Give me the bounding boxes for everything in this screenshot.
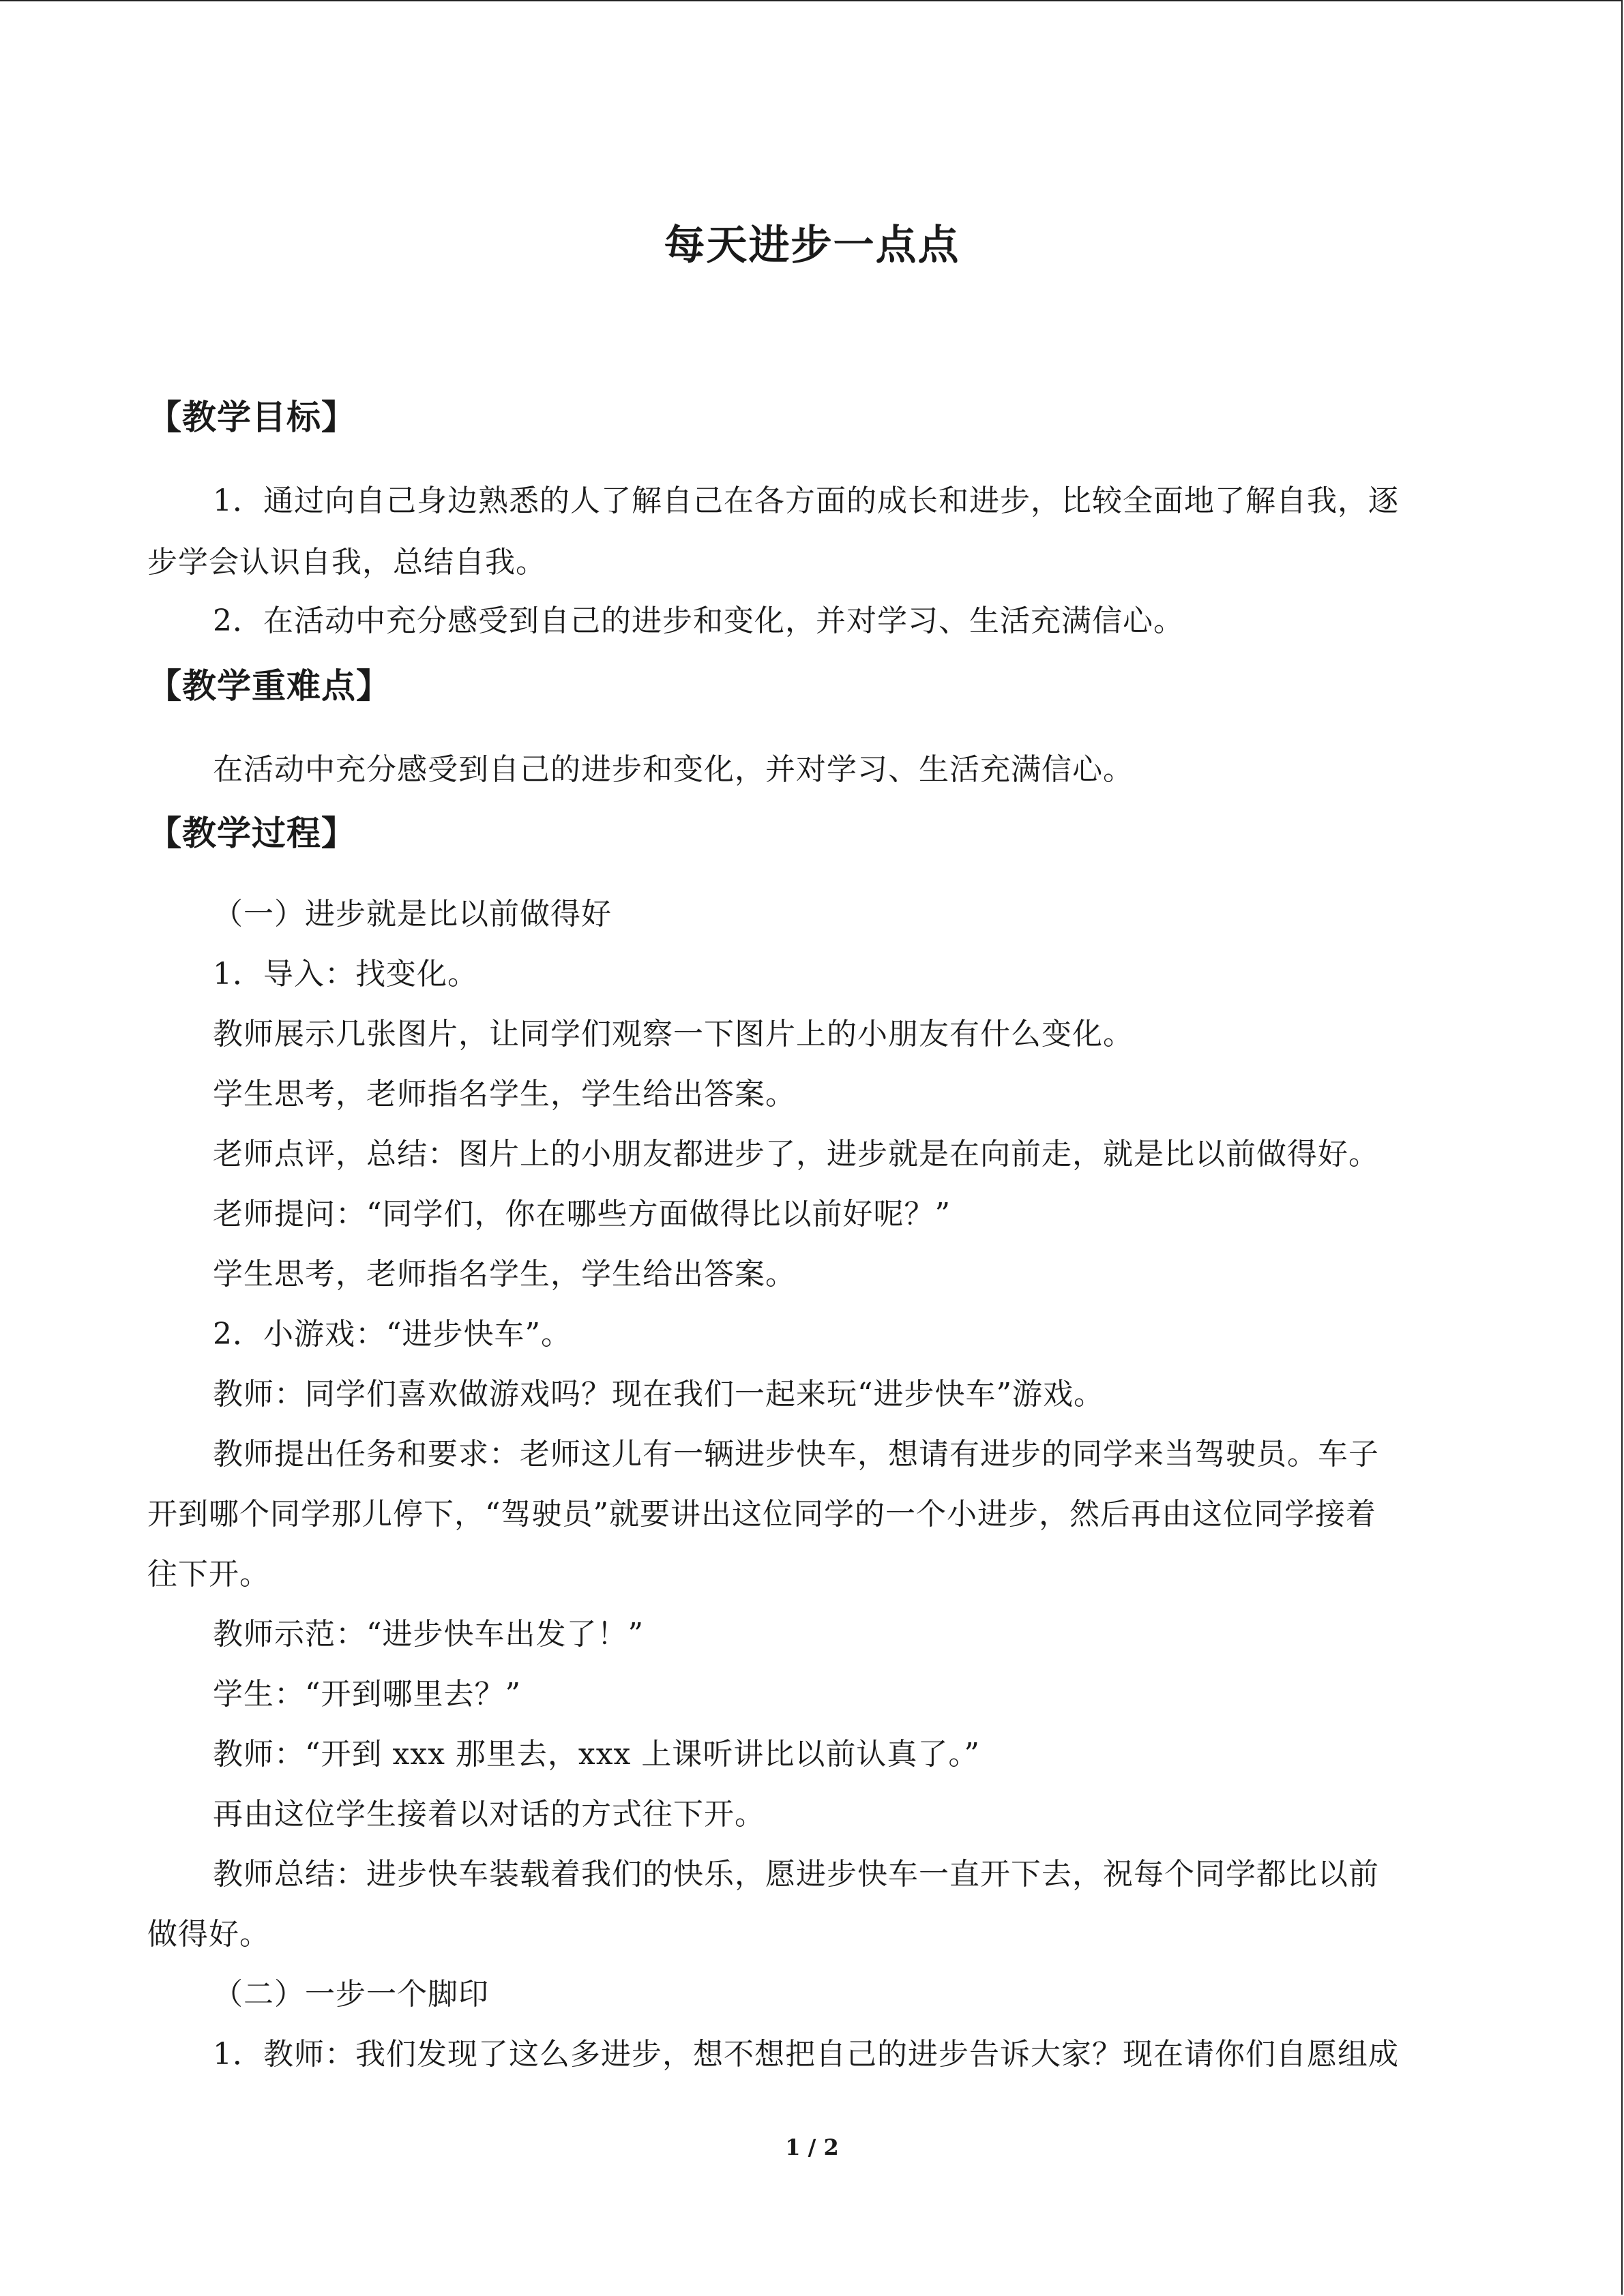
process-paragraph: 学生思考，老师指名学生，学生给出答案。: [213, 1077, 796, 1112]
process-paragraph: 做得好。: [147, 1917, 270, 1952]
key-points-text: 在活动中充分感受到自己的进步和变化，并对学习、生活充满信心。: [213, 752, 1134, 787]
process-paragraph: 教师：同学们喜欢做游戏吗？现在我们一起来玩“进步快车”游戏。: [213, 1377, 1104, 1412]
document-title: 每天进步一点点: [664, 222, 960, 269]
process-paragraph: 开到哪个同学那儿停下，“驾驶员”就要讲出这位同学的一个小进步，然后再由这位同学接着: [147, 1497, 1376, 1532]
process-paragraph: 教师：“开到 xxx 那里去，xxx 上课听讲比以前认真了。”: [213, 1737, 980, 1772]
process-paragraph: 学生：“开到哪里去？”: [213, 1677, 521, 1712]
process-paragraph: 老师提问：“同学们，你在哪些方面做得比以前好呢？”: [213, 1197, 951, 1232]
goal-item-1-line-1: 1．通过向自己身边熟悉的人了解自己在各方面的成长和进步，比较全面地了解自我，逐: [213, 483, 1399, 518]
page-number: 1 / 2: [785, 2134, 839, 2160]
goal-item-2: 2．在活动中充分感受到自己的进步和变化，并对学习、生活充满信心。: [213, 603, 1184, 638]
process-paragraph: 老师点评，总结：图片上的小朋友都进步了，进步就是在向前走，就是比以前做得好。: [213, 1137, 1379, 1172]
heading-teaching-process: 【教学过程】: [147, 814, 356, 853]
heading-teaching-goals: 【教学目标】: [147, 398, 356, 437]
process-paragraph: 教师提出任务和要求：老师这儿有一辆进步快车，想请有进步的同学来当驾驶员。车子: [213, 1437, 1379, 1472]
goal-item-1-line-2: 步学会认识自我，总结自我。: [147, 545, 546, 580]
process-paragraph: 教师示范：“进步快车出发了！”: [213, 1617, 644, 1652]
section-1-title: （一）进步就是比以前做得好: [213, 897, 612, 931]
heading-key-points: 【教学重难点】: [147, 666, 391, 706]
process-paragraph: 教师展示几张图片，让同学们观察一下图片上的小朋友有什么变化。: [213, 1017, 1134, 1052]
process-paragraph: 1．教师：我们发现了这么多进步，想不想把自己的进步告诉大家？现在请你们自愿组成: [213, 2037, 1399, 2072]
section-2-title: （二）一步一个脚印: [213, 1977, 489, 2012]
process-paragraph: 教师总结：进步快车装载着我们的快乐，愿进步快车一直开下去，祝每个同学都比以前: [213, 1857, 1379, 1892]
process-paragraph: 2．小游戏：“进步快车”。: [213, 1317, 572, 1352]
process-paragraph: 学生思考，老师指名学生，学生给出答案。: [213, 1257, 796, 1292]
process-paragraph: 再由这位学生接着以对话的方式往下开。: [213, 1797, 765, 1832]
process-paragraph: 往下开。: [147, 1557, 270, 1592]
process-paragraph: 1．导入：找变化。: [213, 957, 478, 992]
